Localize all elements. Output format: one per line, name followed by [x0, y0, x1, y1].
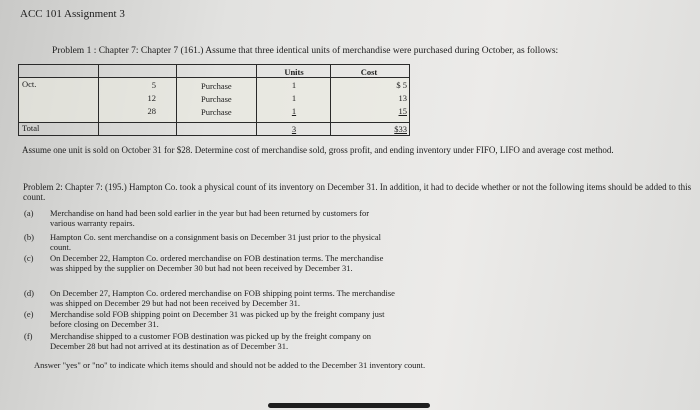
item-text: On December 22, Hampton Co. ordered merchandise on FOB destination terms. The merchandise was shipped by the supplier on December 30 but had not been received by December 31. — [50, 253, 384, 273]
units-cell: 1 — [291, 93, 297, 103]
cost-cell: 13 — [398, 93, 407, 103]
total-label: Total — [22, 123, 40, 133]
col-header-units: Units — [284, 67, 304, 77]
home-indicator — [268, 403, 430, 408]
item-text: On December 27, Hampton Co. ordered merchandise on FOB shipping point terms. The merchandise was shipped on December 29 but had not been received by December 31. — [50, 288, 395, 308]
item-label: (d) — [24, 288, 34, 298]
day-cell: 12 — [147, 93, 156, 103]
type-cell: Purchase — [201, 81, 232, 91]
item-label: (b) — [24, 232, 34, 242]
table-col-line — [98, 65, 99, 135]
units-cell: 1 — [291, 80, 297, 90]
item-label: (a) — [24, 208, 34, 218]
problem2-intro: Problem 2: Chapter 7: (195.) Hampton Co. took a physical count of its inventory on December 31. In addition, it had to decide whether or not the following items should be added to this count. — [23, 182, 692, 202]
cost-cell: $ 5 — [396, 80, 407, 90]
table-col-line — [176, 65, 177, 135]
day-cell: 28 — [147, 106, 156, 116]
item-text: Merchandise sold FOB shipping point on December 31 was picked up by the freight company just before closing on December 31. — [50, 309, 385, 329]
type-cell: Purchase — [201, 107, 232, 117]
type-cell: Purchase — [201, 94, 232, 104]
page-title: ACC 101 Assignment 3 — [20, 8, 125, 20]
month-cell: Oct. — [22, 79, 37, 89]
table-rule-header — [19, 77, 409, 78]
item-label: (c) — [24, 253, 34, 263]
item-text: Hampton Co. sent merchandise on a consignment basis on December 31 just prior to the physical count. — [50, 232, 381, 252]
total-cost: $33 — [394, 124, 407, 134]
table-col-line — [256, 65, 257, 135]
table-col-line — [330, 65, 331, 135]
cost-cell: 15 — [398, 106, 407, 116]
table-rule-total — [19, 122, 409, 123]
problem1-note: Assume one unit is sold on October 31 for $28. Determine cost of merchandise sold, gross profit, and ending inventory under FIFO, LIFO and average cost method. — [22, 145, 614, 155]
item-text: Merchandise on hand had been sold earlier in the year but had been returned by customers for various warranty repairs. — [50, 208, 370, 228]
col-header-cost: Cost — [360, 67, 378, 77]
total-units: 3 — [291, 124, 297, 134]
item-label: (f) — [24, 331, 33, 341]
units-cell: 1 — [291, 106, 297, 116]
answer-instruction: Answer "yes" or "no" to indicate which items should and should not be added to the December 31 inventory count. — [34, 360, 426, 370]
inventory-table — [18, 64, 410, 136]
item-text: Merchandise shipped to a customer FOB destination was picked up by the freight company on December 28 but had not arrived at its destination as of December 31. — [50, 331, 372, 351]
item-label: (e) — [24, 309, 34, 319]
problem1-header: Problem 1 : Chapter 7: Chapter 7 (161.) Assume that three identical units of merchandise were purchased during October, as follows: — [52, 46, 559, 56]
day-cell: 5 — [151, 80, 156, 90]
